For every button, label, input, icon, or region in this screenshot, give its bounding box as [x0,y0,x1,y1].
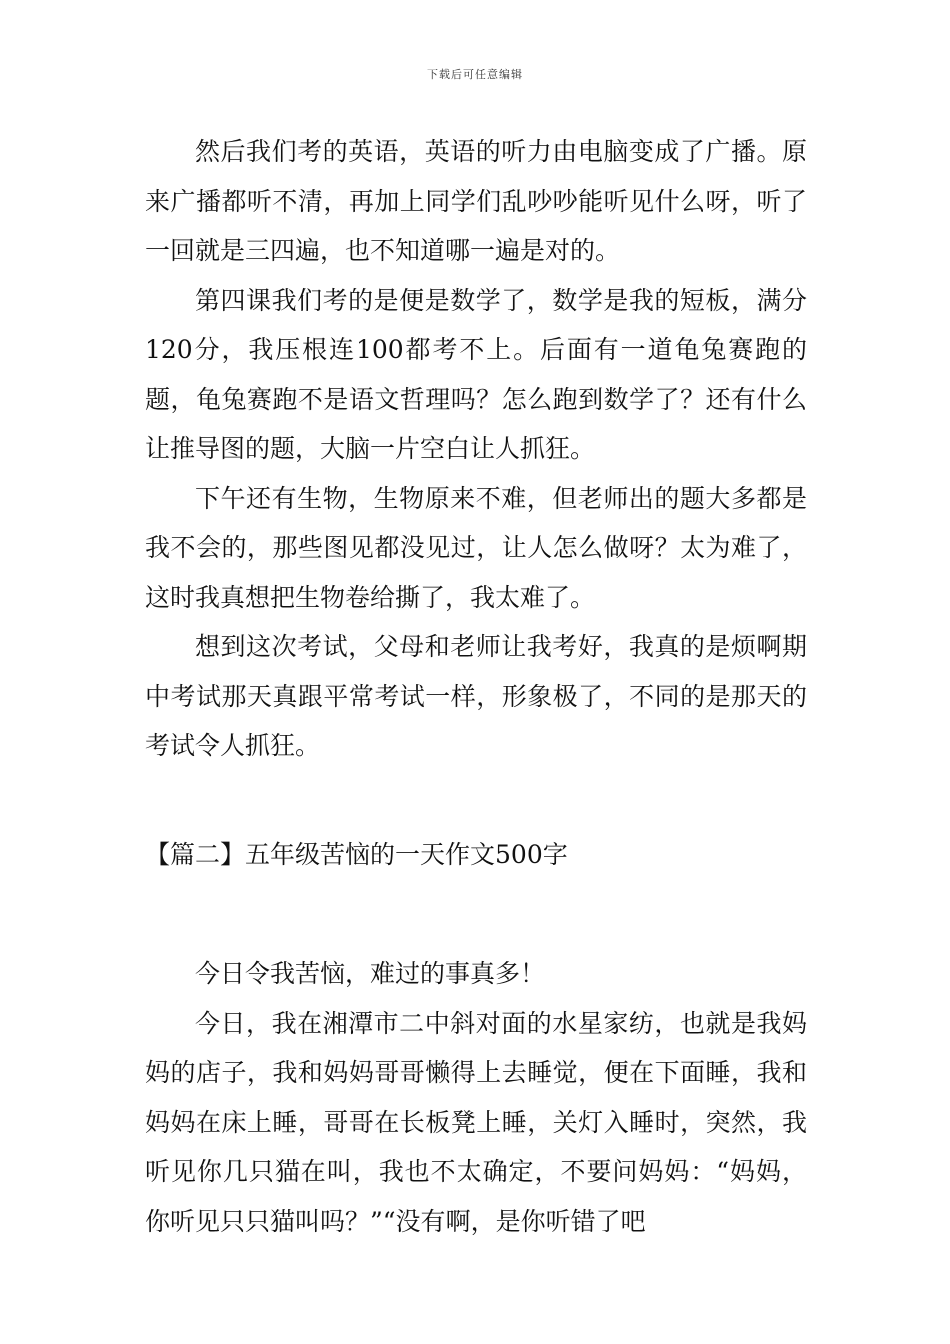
paragraph-biology-exam: 下午还有生物，生物原来不难，但老师出的题大多都是我不会的，那些图见都没见过，让人怎么做呀？太为难了，这时我真想把生物卷给撕了，我太难了。 [145,483,807,612]
section-heading: 【篇二】五年级苦恼的一天作文500字 [145,839,568,869]
paragraph-english-exam: 然后我们考的英语，英语的听力由电脑变成了广播。原来广播都听不清，再加上同学们乱吵吵能听见什么呀，听了一回就是三四遍，也不知道哪一遍是对的。 [145,137,807,265]
paragraph-math-exam: 第四课我们考的是便是数学了，数学是我的短板，满分120分，我压根连100都考不上。后面有一道龟兔赛跑的题，龟兔赛跑不是语文哲理吗？怎么跑到数学了？还有什么让推导图的题，大脑一片空白让人抓狂。 [145,285,807,463]
document-body [145,127,807,1246]
paragraph-intro: 今日令我苦恼，难过的事真多！ [195,959,546,988]
spacer [145,771,807,830]
paragraph-exam-reflection: 想到这次考试，父母和老师让我考好，我真的是烦啊期中考试那天真跟平常考试一样，形象极了，不同的是那天的考试令人抓狂。 [145,632,807,760]
paragraph-story: 今日，我在湘潭市二中斜对面的水星家纺，也就是我妈妈的店子，我和妈妈哥哥懒得上去睡觉，便在下面睡，我和妈妈在床上睡，哥哥在长板凳上睡，关灯入睡时，突然，我听见你几只猫在叫，我也不太确定，不要问妈妈：“妈妈，你听见只只猫叫吗？”“没有啊，是你听错了吧 [145,1008,807,1236]
spacer [145,879,807,949]
page-header-note: 下载后可任意编辑 [427,68,523,81]
